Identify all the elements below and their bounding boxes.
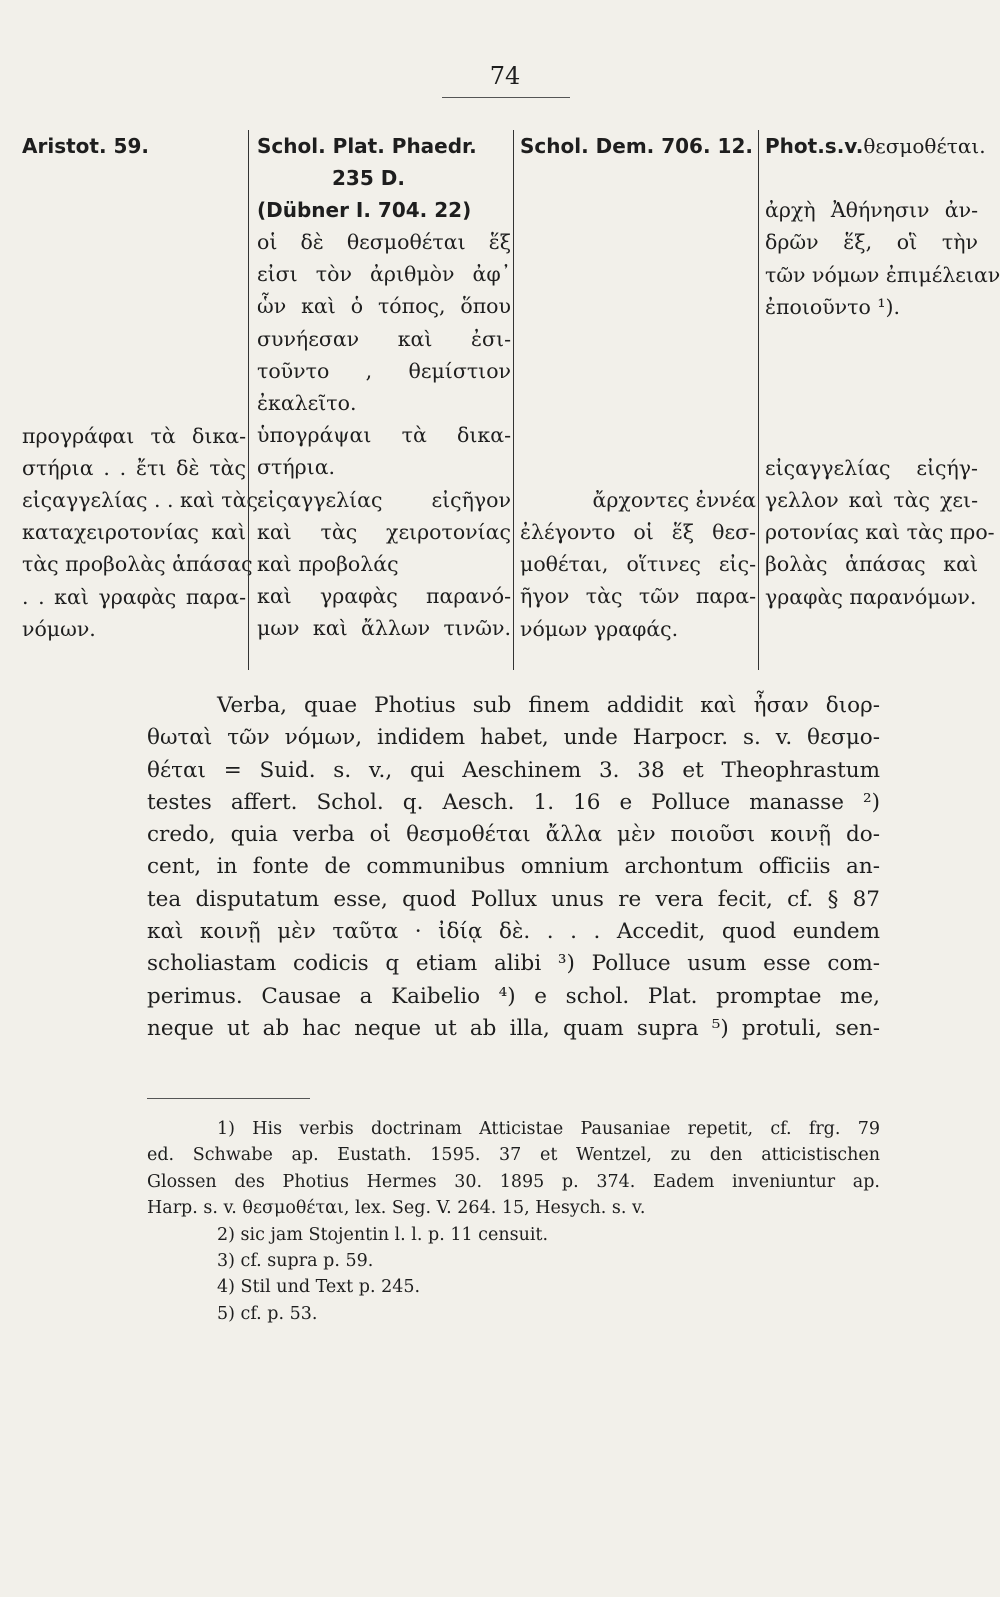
column-header: Schol. Plat. Phaedr.: [257, 134, 477, 158]
parallel-columns: [20, 130, 1000, 670]
body-line: testes affert. Schol. q. Aesch. 1. 16 e Polluce manasse ²): [147, 789, 880, 815]
footnote-line: 4) Stil und Text p. 245.: [217, 1277, 421, 1298]
column-line: ἐποιοῦντο ¹).: [765, 294, 901, 319]
spacer: [520, 226, 756, 258]
footnote-line: Harp. s. v. θεσμοθέται, lex. Seg. V. 264. 15, Hesych. s. v.: [147, 1198, 646, 1219]
body-line: cent, in fonte de communibus omnium archontum officiis an-: [147, 854, 880, 880]
spacer: [22, 162, 246, 194]
column-header: Aristot. 59.: [22, 134, 149, 158]
footnote-line: 2) sic jam Stojentin l. l. p. 11 censuit.: [217, 1224, 549, 1245]
spacer: [765, 420, 978, 452]
column-line: τῶν νόμων ἐπιμέλειαν: [765, 262, 1000, 287]
column-line: γελλον καὶ τὰς χει-: [765, 487, 978, 512]
column-line: μων καὶ ἄλλων τινῶν.: [257, 616, 511, 641]
column-schol-dem: [513, 130, 758, 670]
spacer: [765, 323, 978, 355]
column-line: ὑπογράψαι τὰ δικα-: [257, 423, 511, 448]
spacer: [22, 226, 246, 258]
spacer: [520, 355, 756, 387]
column-line: καὶ γραφὰς παρανό-: [257, 584, 511, 609]
column-line: συνήεσαν καὶ ἐσι-: [257, 326, 511, 351]
body-line: καὶ κοινῇ μὲν ταῦτα · ἰδίᾳ δὲ. . . . Accedit, quod eundem: [147, 919, 880, 945]
column-schol-plat: [248, 130, 513, 670]
column-line: ῆγον τὰς τῶν παρα-: [520, 584, 756, 609]
column-line: καὶ προβολάς: [257, 552, 399, 577]
spacer: [765, 387, 978, 419]
footnote-line: 3) cf. supra p. 59.: [217, 1251, 374, 1272]
column-aristotle: [20, 130, 258, 670]
column-line: οἱ δὲ θεσμοθέται ἕξ: [257, 230, 511, 254]
spacer: [520, 420, 756, 452]
body-line: scholiastam codicis q etiam alibi ³) Polluce usum esse com-: [147, 951, 880, 977]
column-line: στήρια . . ἔτι δὲ τὰς: [22, 455, 246, 480]
spacer: [22, 387, 246, 419]
column-line: εἰςαγγελίας εἰςῆγον: [257, 487, 511, 512]
column-line: . . καὶ γραφὰς παρα-: [22, 584, 246, 609]
spacer: [22, 259, 246, 291]
spacer: [520, 194, 756, 226]
page-number-rule: [442, 97, 570, 98]
spacer: [520, 323, 756, 355]
body-line: θωταὶ τῶν νόμων, indidem habet, unde Harpocr. s. v. θεσμο-: [147, 725, 880, 751]
body-paragraph: [147, 690, 880, 1045]
column-line: προγράφαι τὰ δικα-: [22, 423, 246, 448]
body-line: credo, quia verba οἱ θεσμοθέται ἄλλα μὲν ποιοῦσι κοινῇ do-: [147, 822, 880, 848]
column-line: τὰς προβολὰς ἁπάσας: [22, 552, 253, 577]
column-photius: [758, 130, 1000, 670]
body-line: Verba, quae Photius sub finem addidit καὶ ἦσαν διορ-: [217, 693, 880, 718]
column-subheader: (Dübner I. 704. 22): [257, 198, 472, 222]
column-header-latin: Phot.s.v.: [765, 134, 864, 158]
spacer: [22, 291, 246, 323]
column-line: εἰςαγγελίας . . καὶ τὰς: [22, 487, 258, 512]
spacer: [520, 162, 756, 194]
column-line: ροτονίας καὶ τὰς προ-: [765, 520, 995, 545]
spacer: [22, 355, 246, 387]
column-line: νόμων.: [22, 616, 96, 641]
column-line: εἰςαγγελίας εἰςήγ-: [765, 455, 978, 480]
column-line: μοθέται, οἵτινες εἰς-: [520, 552, 756, 577]
spacer: [22, 323, 246, 355]
footnote-line: Glossen des Photius Hermes 30. 1895 p. 374. Eadem inveniuntur ap.: [147, 1171, 880, 1192]
column-line: εἰσι τὸν ἀριθμὸν ἀφ᾽: [257, 262, 511, 287]
footnote-rule: [147, 1098, 310, 1099]
spacer: [520, 387, 756, 419]
footnotes: [147, 1116, 880, 1327]
column-header-greek: θεσμοθέται.: [863, 134, 986, 158]
footnote-line: 1) His verbis doctrinam Atticistae Pausaniae repetit, cf. frg. 79: [217, 1119, 880, 1139]
spacer: [22, 194, 246, 226]
column-line: ἐλέγοντο οἱ ἕξ θεσ-: [520, 520, 756, 545]
body-line: θέται = Suid. s. v., qui Aeschinem 3. 38 et Theophrastum: [147, 757, 880, 783]
body-line: perimus. Causae a Kaibelio ⁴) e schol. Plat. promptae me,: [147, 983, 880, 1009]
column-header: Schol. Dem. 706. 12.: [520, 134, 753, 158]
column-line: ὧν καὶ ὁ τόπος, ὅπου: [257, 294, 511, 319]
column-line: βολὰς ἁπάσας καὶ: [765, 552, 978, 577]
column-line: ἀρχὴ Ἀθήνησιν ἀν-: [765, 198, 978, 223]
column-header: [765, 130, 986, 162]
column-line: ἐκαλεῖτο.: [257, 391, 357, 416]
spacer: [520, 291, 756, 323]
spacer: [520, 452, 756, 484]
column-subheader: 235 D.: [332, 166, 405, 190]
body-line: tea disputatum esse, quod Pollux unus re vera fecit, cf. § 87: [147, 886, 880, 912]
column-line: τοῦντο , θεμίστιον: [257, 358, 511, 383]
column-line: στήρια.: [257, 455, 336, 480]
column-line: καὶ τὰς χειροτονίας: [257, 519, 511, 544]
footnote-line: 5) cf. p. 53.: [217, 1303, 318, 1324]
column-line: ἄρχοντες ἐννέα: [592, 487, 756, 512]
column-line: καταχειροτονίας καὶ: [22, 520, 246, 545]
page-number: 74: [489, 62, 521, 90]
column-line: δρῶν ἕξ, οἳ τὴν: [765, 230, 978, 255]
spacer: [765, 162, 978, 194]
column-line: νόμων γραφάς.: [520, 616, 679, 641]
spacer: [520, 259, 756, 291]
body-line: neque ut ab hac neque ut ab illa, quam supra ⁵) protuli, sen-: [147, 1015, 880, 1041]
footnote-line: ed. Schwabe ap. Eustath. 1595. 37 et Wentzel, zu den atticistischen: [147, 1145, 880, 1166]
spacer: [765, 355, 978, 387]
column-line: γραφὰς παρανόμων.: [765, 584, 977, 609]
